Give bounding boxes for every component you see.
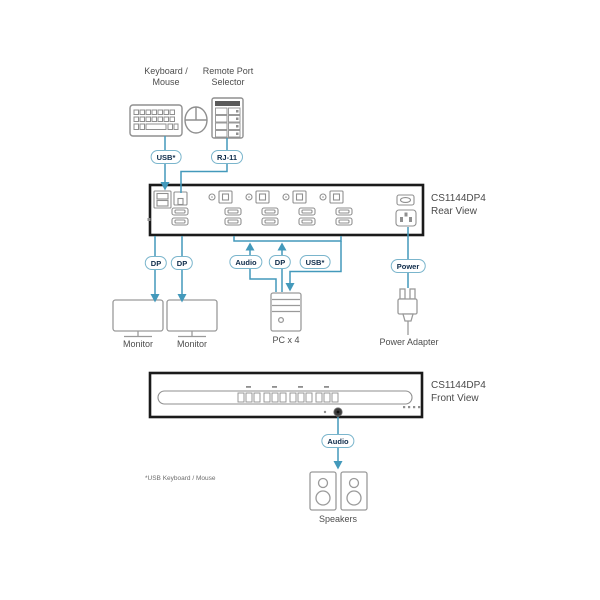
keyboard-mouse-label-line1: Keyboard / (144, 66, 188, 76)
speakers-label: Speakers (318, 514, 358, 524)
rj11-cable-pill: RJ-11 (211, 150, 243, 164)
arrow-audio-into-switch (246, 243, 255, 251)
audio-cable-pill: Audio (229, 255, 262, 269)
dp-cable-pill-3: DP (269, 255, 291, 269)
audio-cable-pill-speakers: Audio (321, 434, 354, 448)
usb-footnote: *USB Keyboard / Mouse (145, 475, 216, 482)
usb-cable-pill: USB* (151, 150, 182, 164)
front-model-name: CS1144DP4 (431, 380, 486, 391)
remote-selector-label-line1: Remote Port (202, 66, 254, 76)
speakers-icon (310, 472, 367, 510)
remote-port-selector-icon (212, 98, 243, 138)
arrow-usb-into-pc (286, 283, 295, 292)
remote-port-selector-label (203, 66, 254, 88)
rear-console-usb-ports (154, 191, 171, 208)
power-cable-pill: Power (391, 259, 426, 273)
monitor-1-icon (113, 300, 163, 337)
rear-ac-inlet (396, 210, 416, 226)
keyboard-icon (130, 105, 182, 136)
pc-tower-icon (271, 293, 301, 331)
rear-view-title (431, 193, 486, 218)
usb-cable-pill-pc: USB* (300, 255, 331, 269)
monitor-1-label: Monitor (122, 339, 154, 349)
rear-model-name: CS1144DP4 (431, 193, 486, 204)
monitor-2-label: Monitor (176, 339, 208, 349)
remote-selector-label-line2: Selector (211, 77, 245, 87)
power-adapter-label: Power Adapter (379, 337, 439, 347)
rear-rj11-port (174, 192, 187, 205)
pc-label: PC x 4 (272, 335, 300, 345)
dp-cable-pill-1: DP (145, 256, 167, 270)
dp-cable-pill-2: DP (171, 256, 193, 270)
rear-dc-port (397, 195, 414, 205)
keyboard-mouse-label (144, 66, 188, 88)
rear-view-text: Rear View (431, 205, 477, 217)
pc-port-bracket (234, 236, 341, 241)
monitor-2-icon (167, 300, 217, 337)
kvm-rear-chassis (150, 185, 423, 235)
front-view-text: Front View (431, 392, 479, 404)
keyboard-mouse-label-line2: Mouse (152, 77, 180, 87)
mouse-icon (185, 107, 207, 133)
power-adapter-icon (398, 289, 417, 335)
arrow-audio-into-speakers (334, 461, 343, 470)
front-view-title (431, 380, 486, 405)
arrow-dp-into-switch (278, 243, 287, 251)
